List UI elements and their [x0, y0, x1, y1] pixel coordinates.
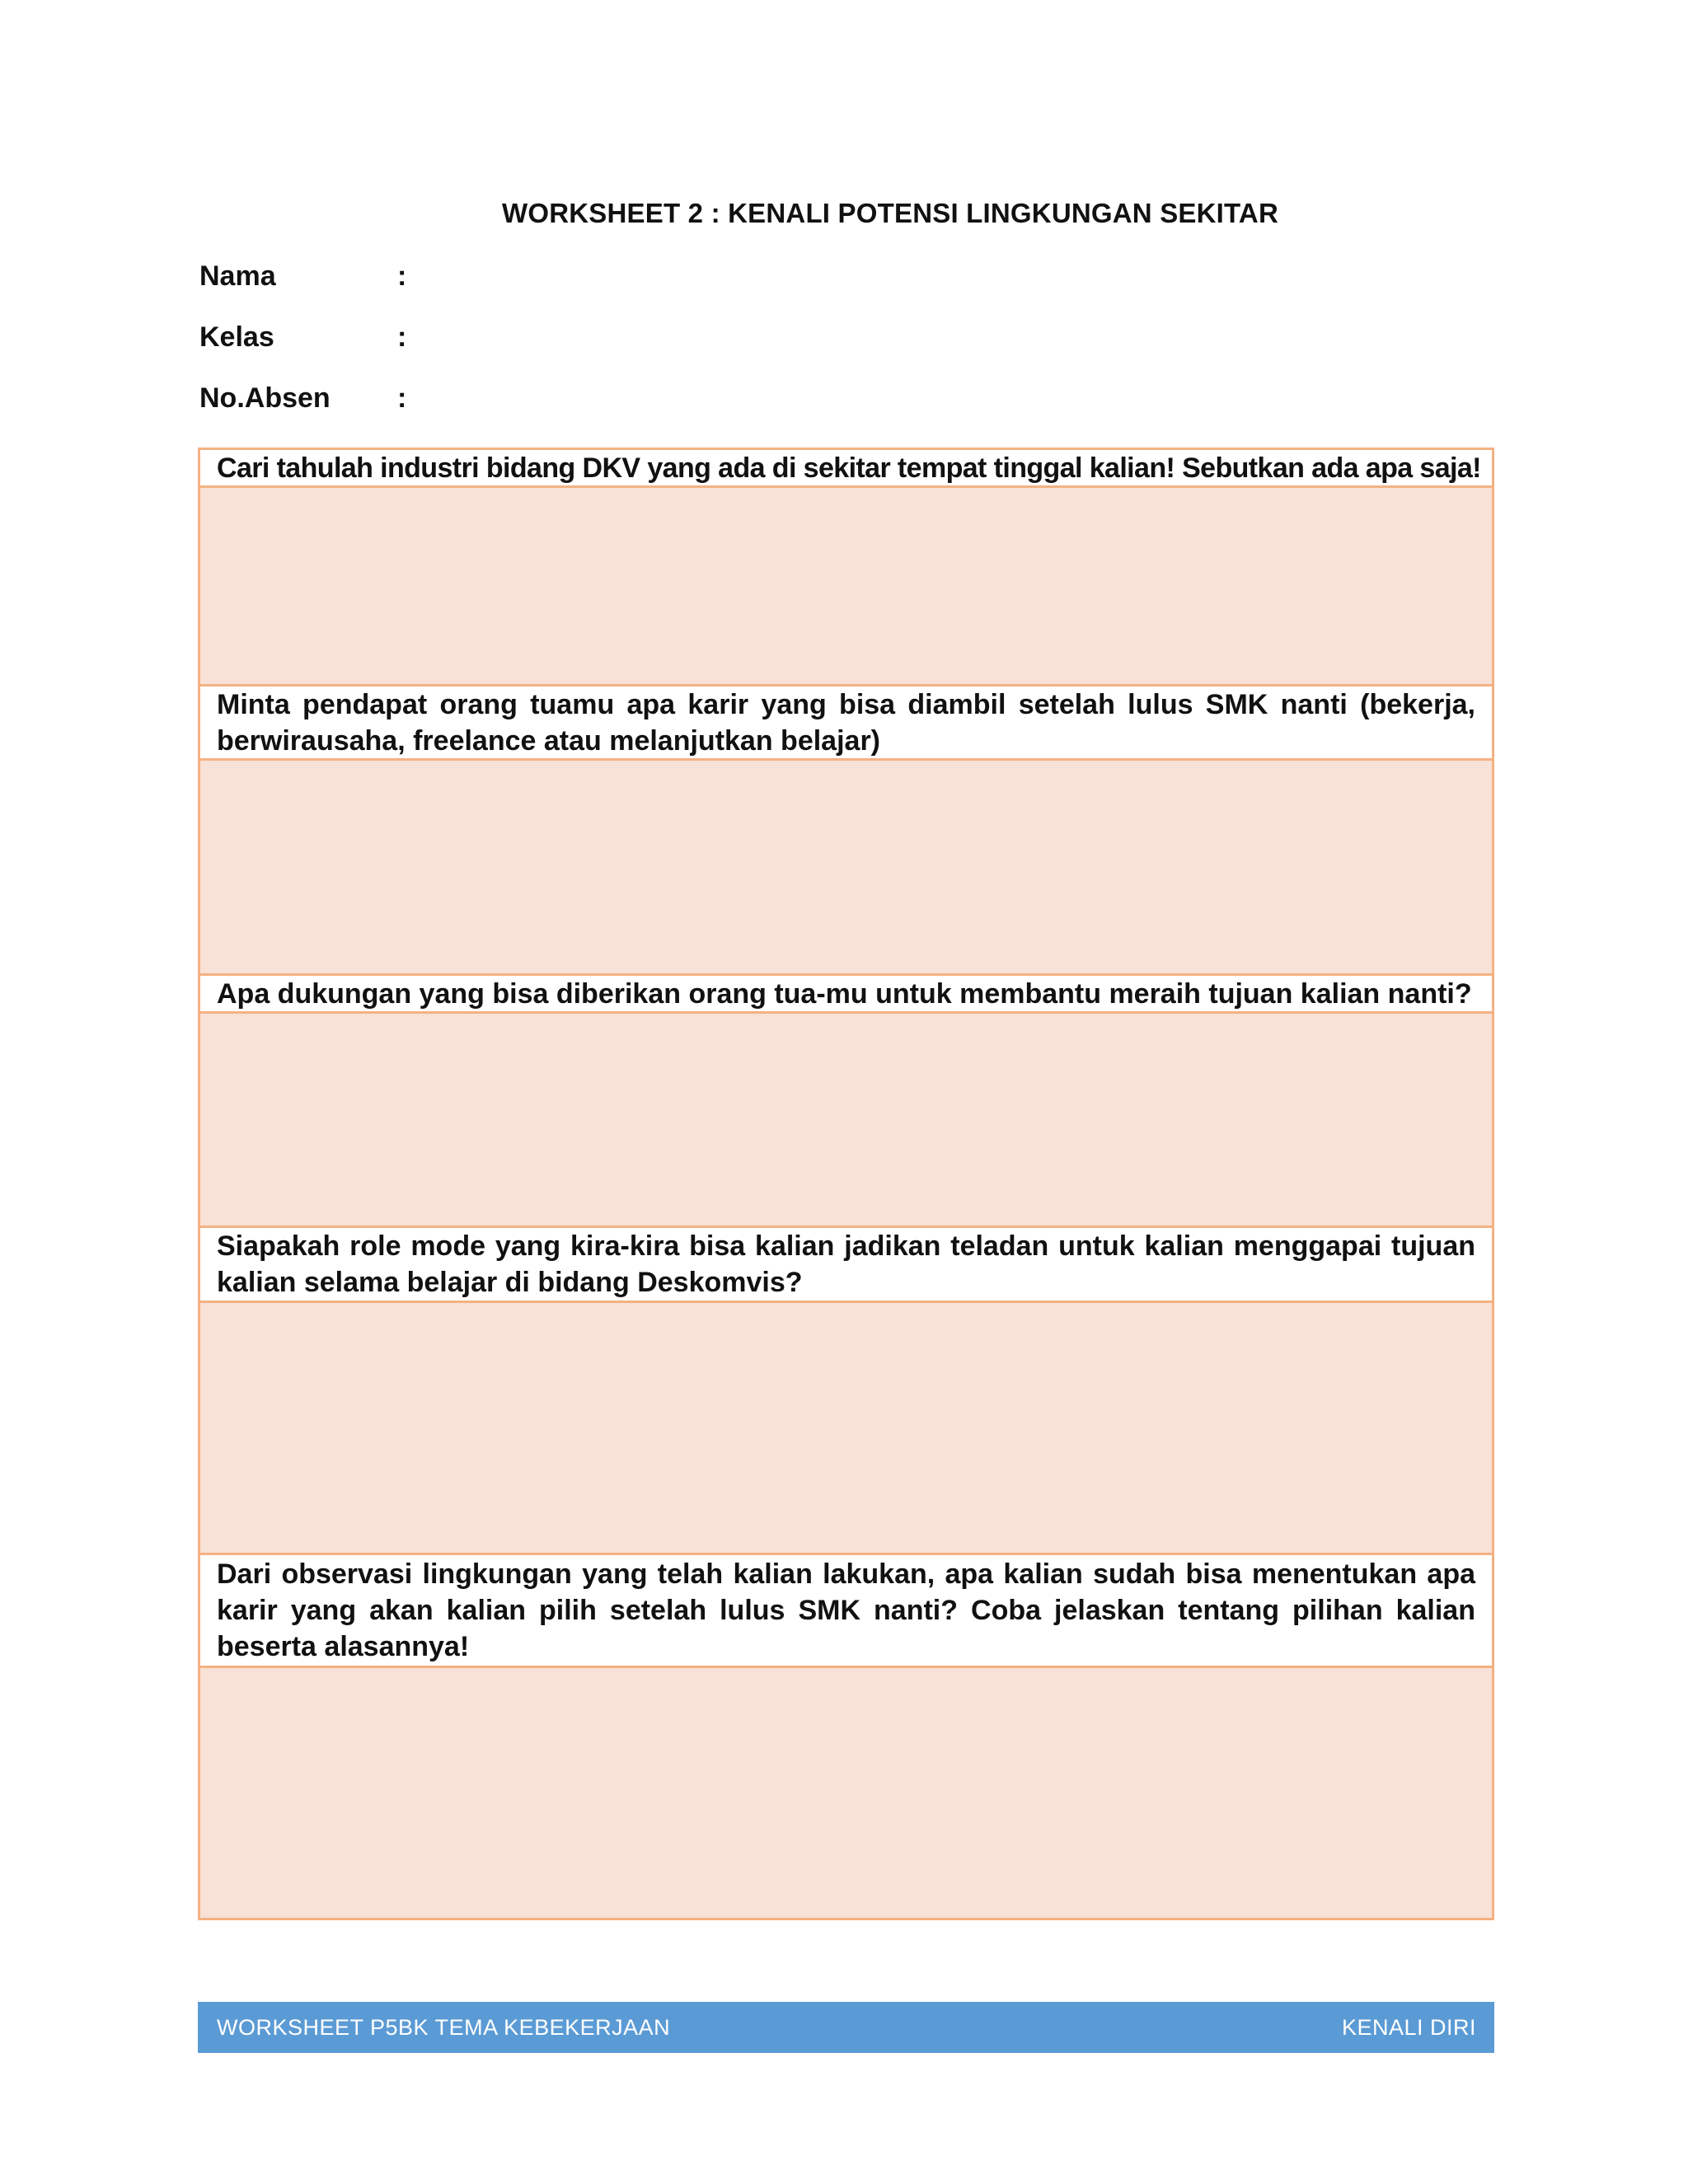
answer-box-1[interactable]	[200, 488, 1492, 687]
question-3-text: Apa dukungan yang bisa diberikan orang tua-mu untuk membantu meraih tujuan kalian nanti?	[217, 977, 1472, 1010]
answer-box-5[interactable]	[200, 1668, 1492, 1918]
field-label-nama: Nama	[199, 260, 276, 292]
question-3	[200, 976, 1492, 1014]
field-row-no-absen	[199, 378, 406, 418]
field-label-no-absen: No.Absen	[199, 382, 331, 414]
question-2	[200, 687, 1492, 761]
footer-bar	[198, 2002, 1494, 2053]
question-5-text: Dari observasi lingkungan yang telah kalian lakukan, apa kalian sudah bisa menentukan apa karir yang akan kalian pilih setelah lulus SMK nanti? Coba jelaskan tentang pilihan kalian beserta alasannya!	[217, 1558, 1475, 1662]
answer-box-3[interactable]	[200, 1014, 1492, 1228]
answer-box-2[interactable]	[200, 761, 1492, 976]
field-label-kelas: Kelas	[199, 321, 274, 353]
question-1-text: Cari tahulah industri bidang DKV yang ada di sekitar tempat tinggal kalian! Sebutkan ada apa saja!	[217, 452, 1481, 484]
worksheet-title: WORKSHEET 2 : KENALI POTENSI LINGKUNGAN SEKITAR	[502, 198, 1278, 228]
question-4	[200, 1228, 1492, 1303]
question-4-text: Siapakah role mode yang kira-kira bisa kalian jadikan teladan untuk kalian menggapai tujuan kalian selama belajar di bidang Deskomvis?	[217, 1230, 1475, 1298]
question-2-text: Minta pendapat orang tuamu apa karir yang bisa diambil setelah lulus SMK nanti (bekerja, berwirausaha, freelance atau melanjutkan belajar)	[217, 688, 1475, 757]
field-colon: :	[397, 382, 407, 414]
answer-box-4[interactable]	[200, 1303, 1492, 1555]
field-row-kelas	[199, 317, 406, 357]
field-row-nama	[199, 256, 406, 296]
footer-right-text: KENALI DIRI	[1341, 2014, 1476, 2040]
worksheet-table	[198, 448, 1494, 1920]
field-colon: :	[397, 321, 407, 353]
question-5	[200, 1555, 1492, 1668]
footer-left-text: WORKSHEET P5BK TEMA KEBEKERJAAN	[217, 2014, 671, 2040]
field-colon: :	[397, 260, 407, 292]
question-1	[200, 450, 1492, 488]
